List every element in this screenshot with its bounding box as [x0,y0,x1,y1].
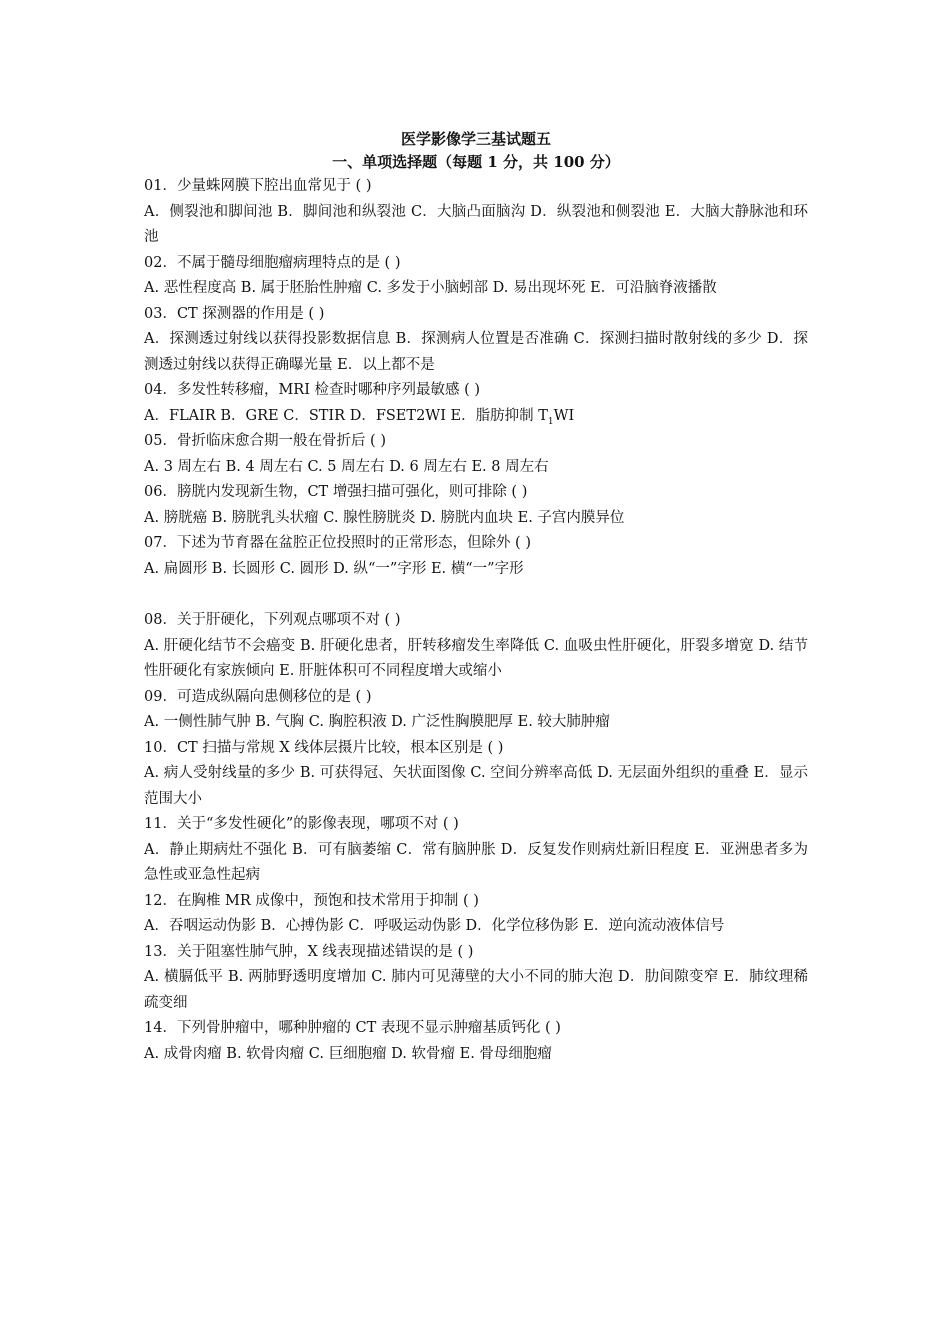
question-05-stem: 05．骨折临床愈合期一般在骨折后 ( ) [144,433,386,449]
question-06-options: A. 膀胱癌 B. 膀胱乳头状瘤 C. 腺性膀胱炎 D. 膀胱内血块 E. 子宫内膜异位 [144,509,625,526]
question-10-stem: 10．CT 扫描与常规 X 线体层摄片比较，根本区别是 ( ) [144,739,504,756]
document-page [144,128,808,1067]
question-10-options: A. 病人受射线量的多少 B. 可获得冠、矢状面图像 C. 空间分辨率高低 D. 无层面外组织的重叠 E．显示范围大小 [144,765,808,807]
question-04-subscript: 1 [547,416,554,427]
question-14-options: A. 成骨肉瘤 B. 软骨肉瘤 C. 巨细胞瘤 D. 软骨瘤 E. 骨母细胞瘤 [144,1045,552,1062]
question-04-options [144,404,808,430]
question-11-stem: 11．关于“多发性硬化”的影像表现，哪项不对 ( ) [144,816,459,832]
question-01-options: A．侧裂池和脚间池 B．脚间池和纵裂池 C．大脑凸面脑沟 D．纵裂池和侧裂池 E．大脑大静脉池和环池 [144,203,808,245]
question-02-stem: 02．不属于髓母细胞瘤病理特点的是 ( ) [144,254,401,271]
question-01-stem: 01．少量蛛网膜下腔出血常见于 ( ) [144,178,372,194]
question-07-options: A. 扁圆形 B. 长圆形 C. 圆形 D. 纵“一”字形 E. 横“一”字形 [144,560,524,577]
question-13-stem: 13．关于阻塞性肺气肿，X 线表现描述错误的是 ( ) [144,943,474,960]
question-12-stem: 12．在胸椎 MR 成像中，预饱和技术常用于抑制 ( ) [144,892,479,909]
question-06-stem: 06．膀胱内发现新生物，CT 增强扫描可强化，则可排除 ( ) [144,484,528,500]
section-heading: 一、单项选择题（每题 1 分，共 100 分） [332,153,620,171]
question-13-options: A. 横膈低平 B. 两肺野透明度增加 C. 肺内可见薄壁的大小不同的肺大泡 D．肋间隙变窄 E．肺纹理稀疏变细 [144,969,808,1011]
question-02-options: A. 恶性程度高 B. 属于胚胎性肿瘤 C. 多发于小脑蚓部 D. 易出现坏死 E．可沿脑脊液播散 [144,280,717,296]
question-03-stem: 03．CT 探测器的作用是 ( ) [144,305,325,322]
question-14-stem: 14．下列骨肿瘤中，哪种肿瘤的 CT 表现不显示肿瘤基质钙化 ( ) [144,1020,561,1036]
blank-line [144,582,808,608]
question-04-options-text: A．FLAIR B．GRE C．STIR D．FSET2WI E．脂肪抑制 T [144,407,548,424]
question-03-options: A．探测透过射线以获得投影数据信息 B．探测病人位置是否准确 C．探测扫描时散射线的多少 D．探测透过射线以获得正确曝光量 E．以上都不是 [144,331,808,373]
question-04-options-suffix: WI [553,407,575,424]
question-08-options: A. 肝硬化结节不会癌变 B. 肝硬化患者，肝转移瘤发生率降低 C. 血吸虫性肝硬化，肝裂多增宽 D. 结节性肝硬化有家族倾向 E. 肝脏体积可不同程度增大或缩小 [144,637,808,679]
question-11-options: A．静止期病灶不强化 B．可有脑萎缩 C．常有脑肿胀 D．反复发作则病灶新旧程度 E．亚洲患者多为急性或亚急性起病 [144,841,808,883]
question-04-stem: 04．多发性转移瘤，MRI 检查时哪种序列最敏感 ( ) [144,382,481,398]
question-12-options: A．吞咽运动伪影 B．心搏伪影 C．呼吸运动伪影 D．化学位移伪影 E．逆向流动液体信号 [144,918,725,934]
question-07-stem: 07．下述为节育器在盆腔正位投照时的正常形态，但除外 ( ) [144,535,531,551]
question-05-options: A. 3 周左右 B. 4 周左右 C. 5 周左右 D. 6 周左右 E. 8 周左右 [144,458,549,475]
question-09-options: A. 一侧性肺气肿 B. 气胸 C. 胸腔积液 D. 广泛性胸膜肥厚 E. 较大肺肿瘤 [144,714,610,730]
doc-title: 医学影像学三基试题五 [400,130,551,148]
question-08-stem: 08．关于肝硬化，下列观点哪项不对 ( ) [144,612,401,628]
question-09-stem: 09．可造成纵隔向患侧移位的是 ( ) [144,688,372,705]
